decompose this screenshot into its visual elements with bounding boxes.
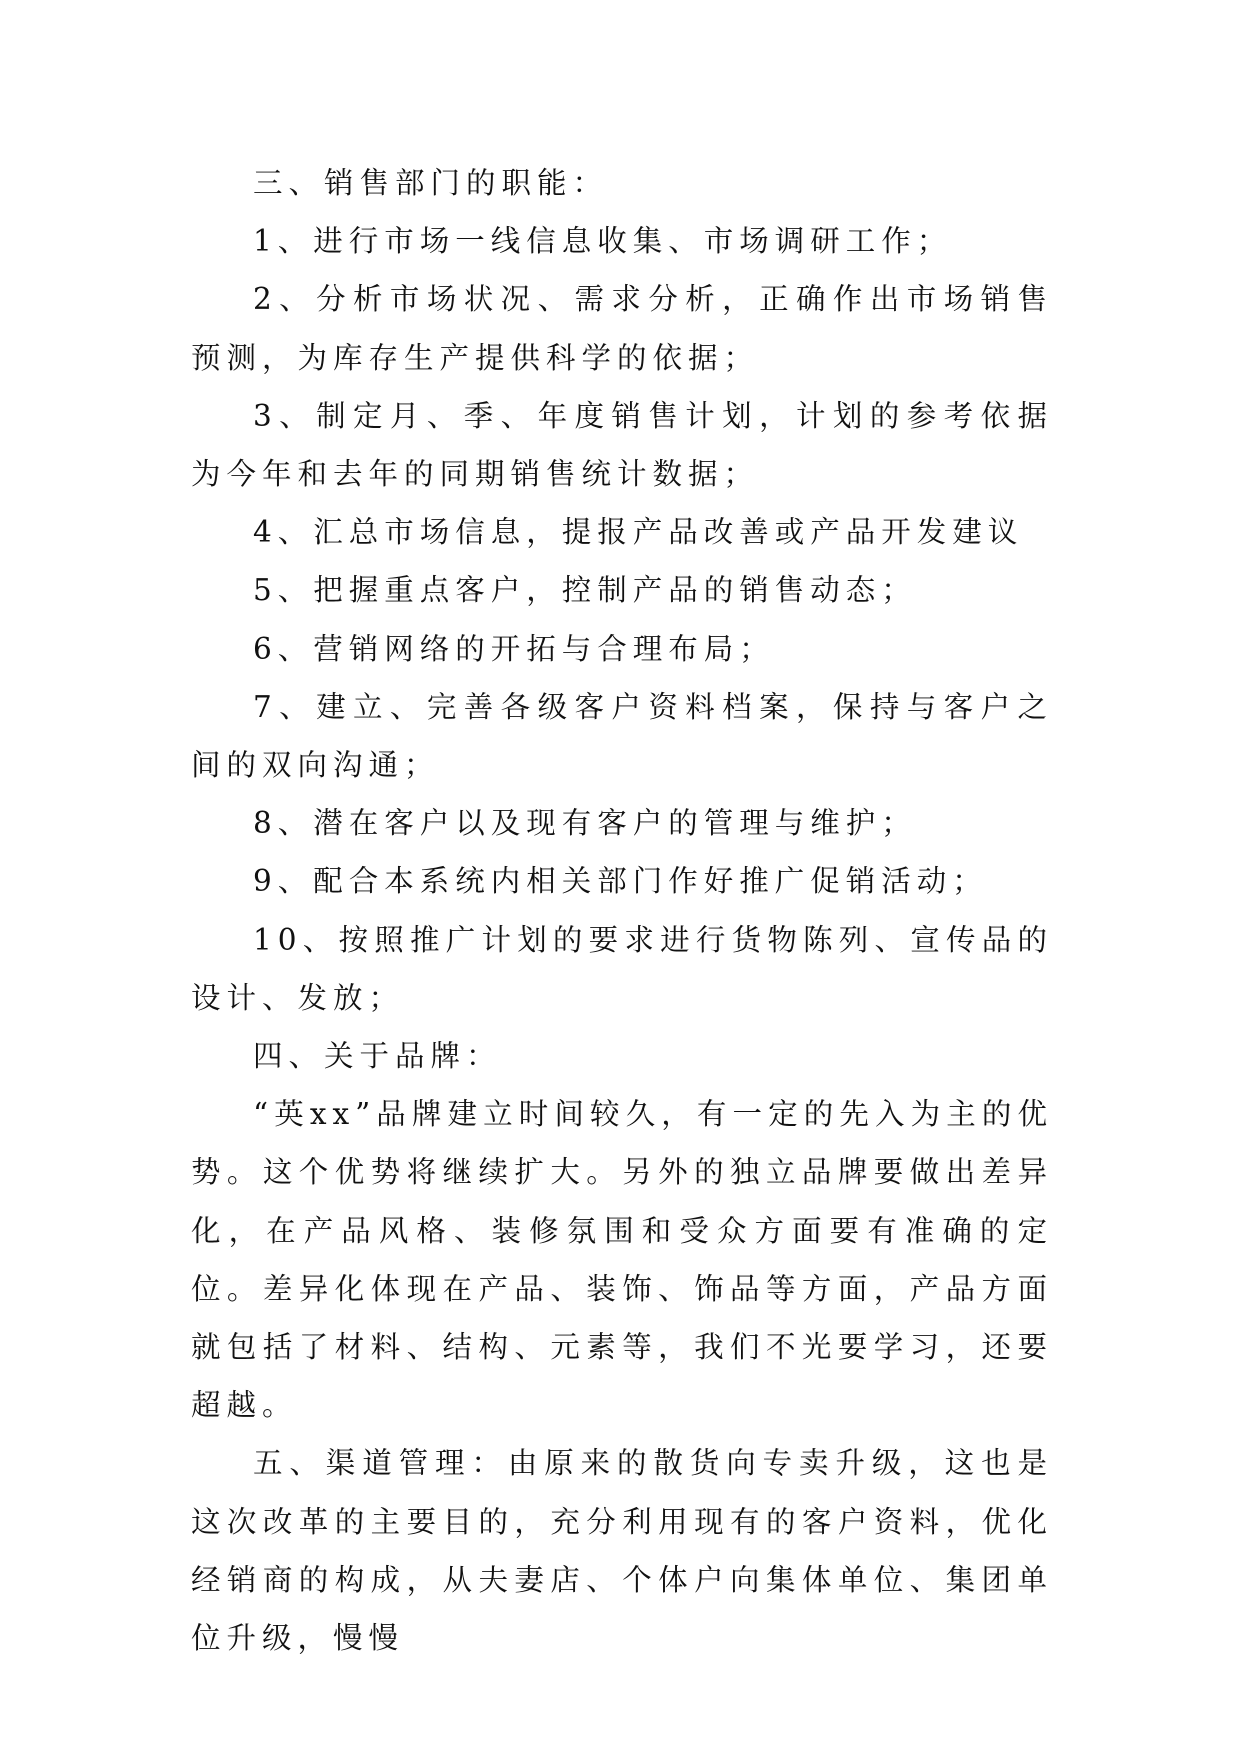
document-page bbox=[191, 154, 1053, 1667]
list-item-8: 8、潜在客户以及现有客户的管理与维护； bbox=[253, 806, 917, 841]
list-item-7: 7、建立、完善各级客户资料档案，保持与客户之间的双向沟通； bbox=[191, 689, 1053, 783]
list-item-3: 3、制定月、季、年度销售计划，计划的参考依据为今年和去年的同期销售统计数据； bbox=[191, 398, 1053, 492]
list-item-1: 1、进行市场一线信息收集、市场调研工作； bbox=[253, 224, 953, 259]
brand-paragraph: “英xx”品牌建立时间较久，有一定的先入为主的优势。这个优势将继续扩大。另外的独立品牌要做出差异化，在产品风格、装修氛围和受众方面要有准确的定位。差异化体现在产品、装饰、饰品等方面，产品方面就包括了材料、结构、元素等，我们不光要学习，还要超越。 bbox=[191, 1097, 1053, 1423]
list-item-4: 4、汇总市场信息，提报产品改善或产品开发建议 bbox=[253, 515, 1024, 550]
list-item-10: 10、按照推广计划的要求进行货物陈列、宣传品的设计、发放； bbox=[191, 922, 1053, 1015]
heading-brand: 四、关于品牌： bbox=[253, 1039, 502, 1074]
list-item-5: 5、把握重点客户，控制产品的销售动态； bbox=[253, 573, 917, 608]
list-item-9: 9、配合本系统内相关部门作好推广促销活动； bbox=[253, 864, 988, 899]
channel-management-paragraph: 五、渠道管理：由原来的散货向专卖升级，这也是这次改革的主要目的，充分利用现有的客户资料，优化经销商的构成，从夫妻店、个体户向集体单位、集团单位升级，慢慢 bbox=[191, 1446, 1053, 1656]
list-item-6: 6、营销网络的开拓与合理布局； bbox=[253, 631, 775, 666]
list-item-2: 2、分析市场状况、需求分析，正确作出市场销售预测，为库存生产提供科学的依据； bbox=[191, 282, 1053, 375]
heading-sales-department-functions: 三、销售部门的职能： bbox=[253, 166, 609, 200]
